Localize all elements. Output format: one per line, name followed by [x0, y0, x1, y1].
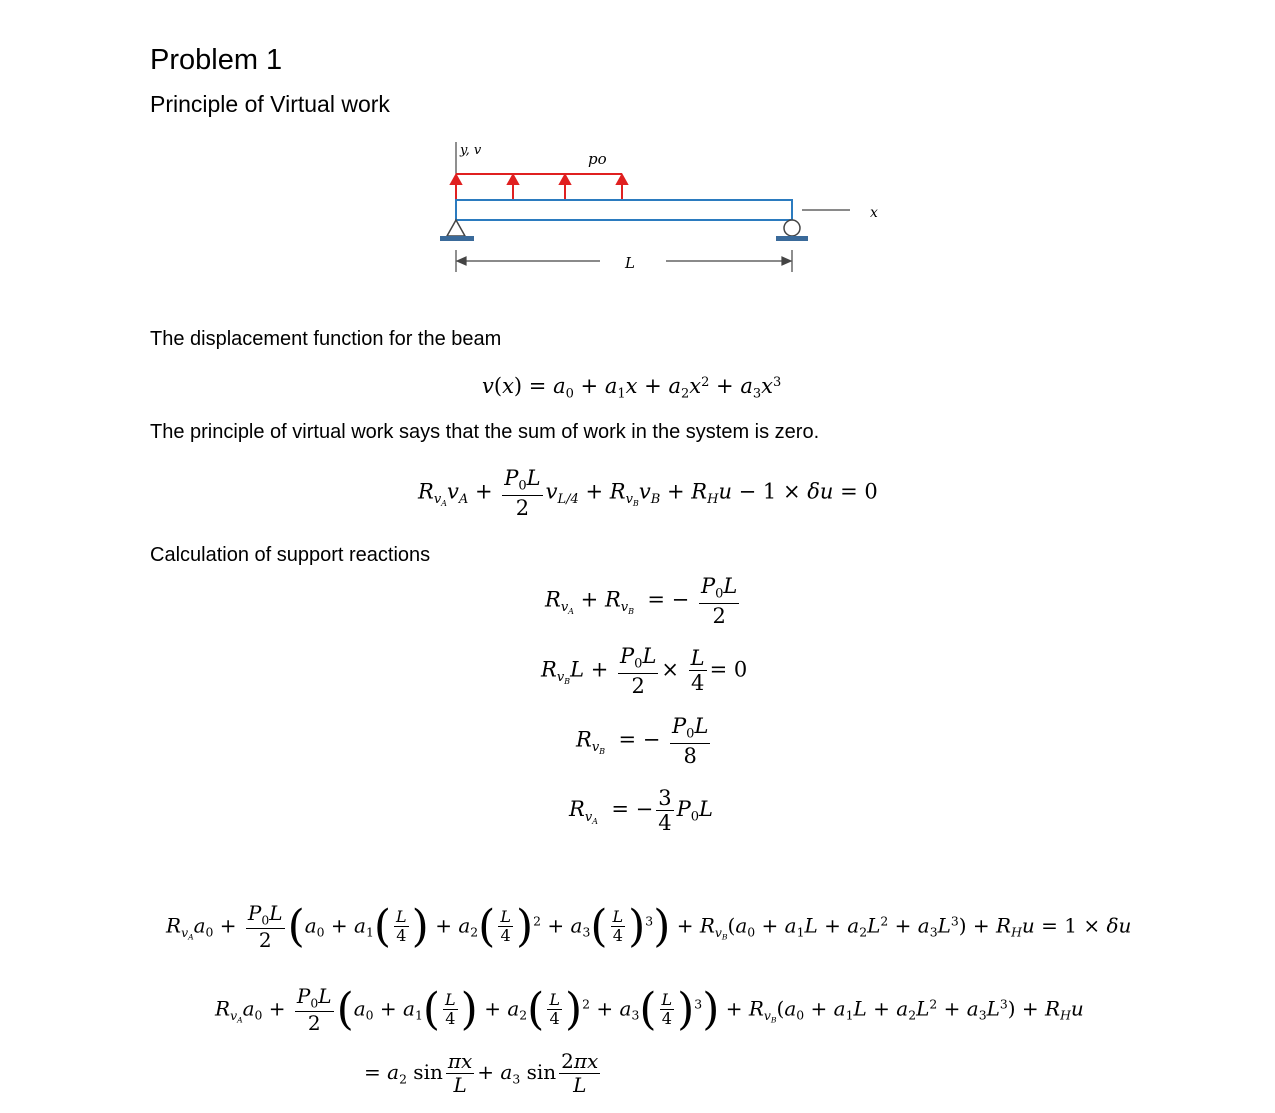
reaction-equation-3: $R_{v_B}$ = − $\frac{P_0L}{8}$ [576, 714, 709, 768]
reaction-equation-4: $R_{v_A}$ = − $\frac{3}{4}$ $P_0L$ [569, 786, 713, 836]
virtual-work-equation: $R_{v_A}v_A$ + $\frac{P_0L}{2}$ $v_{L/4} + R_{v_B}v_B + R_Hu - 1 \times \delta u = 0$ [418, 466, 878, 520]
displacement-equation: $v(x) = a_0 + a_1x + a_2x^2 + a_3x^3$ [482, 374, 782, 402]
expanded-equation-3: = $a_2$ sin $\frac{\pi x}{L}$ + $a_3$ sin $\frac{2\pi x}{L}$ [364, 1049, 599, 1097]
pin-support [447, 220, 465, 236]
page-title: Problem 1 [150, 44, 283, 76]
span-label: L [625, 254, 635, 272]
pin-support-base [440, 236, 474, 241]
principle-text: The principle of virtual work says that the sum of work in the system is zero. [150, 421, 820, 443]
expanded-equation-2: $R_{v_A}a_0$ + $\frac{P_0L}{2}$ ($a_0 + a_1$( $\frac{L}{4}$ ) + $a_2$( $\frac{L}{4}$ )$^2 + a_3$( $\frac{L}{4}$ )$^3) + R_{v_B}(a_0 + a_1L + a_2L^2 + a_3L^3) + R_Hu$ [215, 983, 1084, 1035]
expanded-equation-1: $R_{v_A}a_0$ + $\frac{P_0L}{2}$ ($a_0 + a_1$( $\frac{L}{4}$ ) + $a_2$( $\frac{L}{4}$ )$^2 + a_3$( $\frac{L}{4}$ )$^3) + R_{v_B}(a_0 + a_1L + a_2L^2 + a_3L^3) + R_Hu = 1 \times \delta u$ [166, 900, 1132, 952]
beam [456, 200, 792, 220]
reactions-text: Calculation of support reactions [150, 544, 431, 566]
load-label: po [588, 150, 607, 168]
roller-support-base [776, 236, 808, 241]
span-dimension [456, 250, 792, 272]
roller-support [784, 220, 800, 236]
load-arrows [451, 175, 627, 200]
beam-diagram [430, 138, 900, 278]
section-subtitle: Principle of Virtual work [150, 91, 390, 117]
displacement-text: The displacement function for the beam [150, 328, 502, 350]
x-axis-label: x [870, 205, 878, 221]
y-axis-label: y, v [460, 143, 482, 158]
reaction-equation-1: $R_{v_A} + R_{v_B}$ = − $\frac{P_0L}{2}$ [545, 574, 738, 628]
reaction-equation-2: $R_{v_B}L$ + $\frac{P_0L}{2}$ × $\frac{L}{4}$ = 0 [541, 644, 748, 698]
